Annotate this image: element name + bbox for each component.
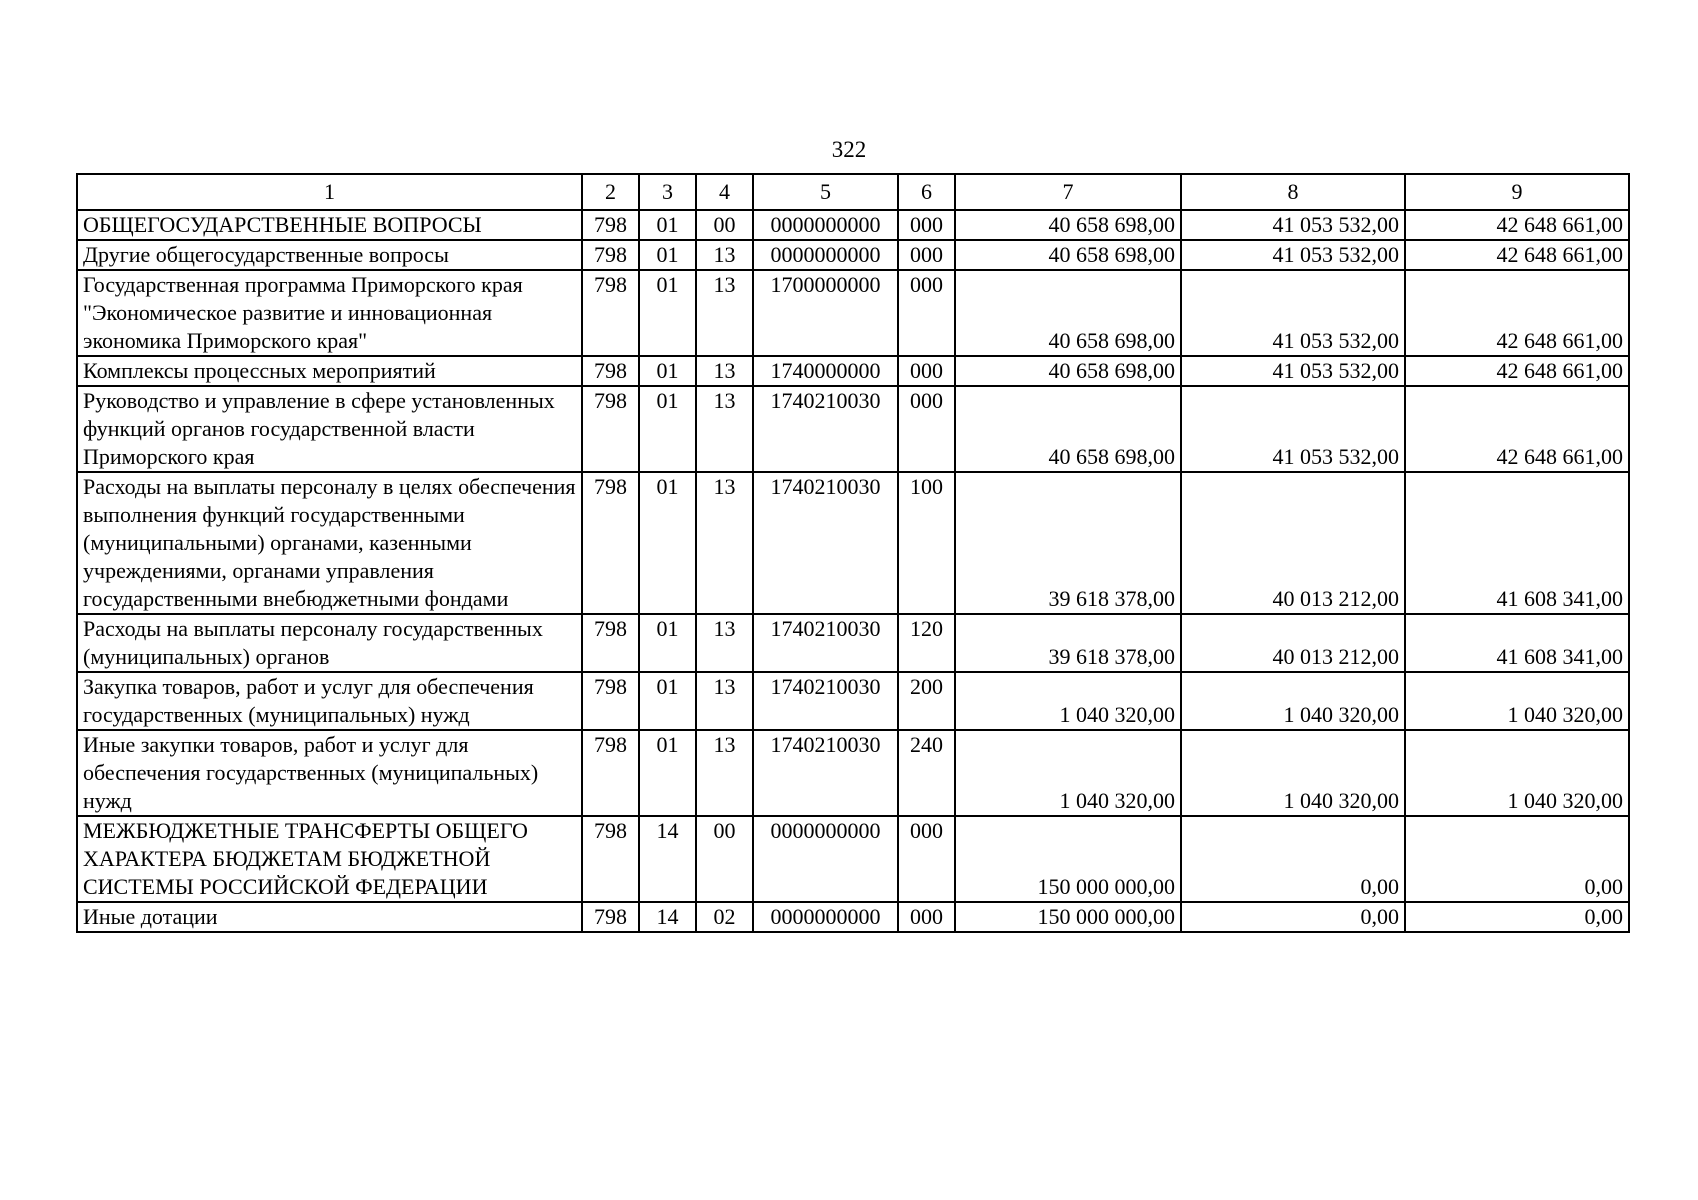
header-cell: 5 [753, 174, 898, 210]
code-ministry: 798 [582, 240, 639, 270]
code-subsection: 13 [696, 270, 753, 356]
code-target-article: 1740210030 [753, 386, 898, 472]
item-name: Расходы на выплаты персоналу в целях обеспечения выполнения функций государственными (муниципальными) органами, казенными учреждениями, органами управления государственными внебюджетными фондами [77, 472, 582, 614]
budget-table [76, 173, 1630, 933]
table-row [77, 356, 1629, 386]
amount-col-7: 150 000 000,00 [955, 902, 1181, 932]
item-name: Руководство и управление в сфере установленных функций органов государственной власти Приморского края [77, 386, 582, 472]
table-row [77, 816, 1629, 902]
header-cell: 3 [639, 174, 696, 210]
amount-col-7: 40 658 698,00 [955, 240, 1181, 270]
code-subsection: 02 [696, 902, 753, 932]
amount-col-9: 1 040 320,00 [1405, 730, 1629, 816]
item-name: Комплексы процессных мероприятий [77, 356, 582, 386]
code-subsection: 13 [696, 356, 753, 386]
page-number: 322 [831, 137, 867, 162]
header-cell: 2 [582, 174, 639, 210]
code-ministry: 798 [582, 472, 639, 614]
code-expense-type: 000 [898, 270, 955, 356]
code-expense-type: 120 [898, 614, 955, 672]
header-cell: 4 [696, 174, 753, 210]
amount-col-8: 41 053 532,00 [1181, 210, 1405, 240]
code-expense-type: 000 [898, 210, 955, 240]
amount-col-8: 1 040 320,00 [1181, 672, 1405, 730]
code-target-article: 0000000000 [753, 240, 898, 270]
code-subsection: 00 [696, 816, 753, 902]
amount-col-7: 1 040 320,00 [955, 730, 1181, 816]
code-section: 01 [639, 614, 696, 672]
code-section: 01 [639, 672, 696, 730]
item-name: Государственная программа Приморского края "Экономическое развитие и инновационная экономика Приморского края" [77, 270, 582, 356]
amount-col-8: 40 013 212,00 [1181, 614, 1405, 672]
header-cell: 9 [1405, 174, 1629, 210]
code-subsection: 13 [696, 386, 753, 472]
code-section: 14 [639, 816, 696, 902]
amount-col-9: 42 648 661,00 [1405, 210, 1629, 240]
code-subsection: 13 [696, 730, 753, 816]
table-row [77, 386, 1629, 472]
code-ministry: 798 [582, 902, 639, 932]
amount-col-8: 41 053 532,00 [1181, 240, 1405, 270]
item-name: ОБЩЕГОСУДАРСТВЕННЫЕ ВОПРОСЫ [77, 210, 582, 240]
code-ministry: 798 [582, 210, 639, 240]
amount-col-8: 0,00 [1181, 816, 1405, 902]
code-expense-type: 000 [898, 240, 955, 270]
code-target-article: 0000000000 [753, 210, 898, 240]
amount-col-9: 42 648 661,00 [1405, 356, 1629, 386]
amount-col-8: 1 040 320,00 [1181, 730, 1405, 816]
code-expense-type: 000 [898, 902, 955, 932]
header-cell: 1 [77, 174, 582, 210]
code-subsection: 00 [696, 210, 753, 240]
code-ministry: 798 [582, 614, 639, 672]
item-name: Иные дотации [77, 902, 582, 932]
item-name: МЕЖБЮДЖЕТНЫЕ ТРАНСФЕРТЫ ОБЩЕГО ХАРАКТЕРА БЮДЖЕТАМ БЮДЖЕТНОЙ СИСТЕМЫ РОССИЙСКОЙ ФЕДЕРАЦИИ [77, 816, 582, 902]
item-name: Расходы на выплаты персоналу государственных (муниципальных) органов [77, 614, 582, 672]
table-row [77, 270, 1629, 356]
amount-col-7: 40 658 698,00 [955, 386, 1181, 472]
code-ministry: 798 [582, 386, 639, 472]
amount-col-7: 150 000 000,00 [955, 816, 1181, 902]
item-name: Другие общегосударственные вопросы [77, 240, 582, 270]
table-row [77, 902, 1629, 932]
code-subsection: 13 [696, 614, 753, 672]
header-cell: 8 [1181, 174, 1405, 210]
code-section: 01 [639, 210, 696, 240]
amount-col-8: 41 053 532,00 [1181, 386, 1405, 472]
table-row [77, 240, 1629, 270]
code-expense-type: 240 [898, 730, 955, 816]
code-section: 01 [639, 730, 696, 816]
header-cell: 6 [898, 174, 955, 210]
amount-col-7: 1 040 320,00 [955, 672, 1181, 730]
code-target-article: 1740210030 [753, 730, 898, 816]
code-ministry: 798 [582, 816, 639, 902]
table-row [77, 730, 1629, 816]
code-expense-type: 000 [898, 356, 955, 386]
code-section: 14 [639, 902, 696, 932]
header-row [77, 174, 1629, 210]
code-target-article: 1740000000 [753, 356, 898, 386]
amount-col-7: 40 658 698,00 [955, 356, 1181, 386]
code-expense-type: 100 [898, 472, 955, 614]
code-subsection: 13 [696, 240, 753, 270]
code-ministry: 798 [582, 270, 639, 356]
code-expense-type: 000 [898, 386, 955, 472]
code-section: 01 [639, 240, 696, 270]
code-section: 01 [639, 472, 696, 614]
table-row [77, 672, 1629, 730]
amount-col-7: 39 618 378,00 [955, 472, 1181, 614]
code-ministry: 798 [582, 356, 639, 386]
code-target-article: 1740210030 [753, 672, 898, 730]
amount-col-8: 0,00 [1181, 902, 1405, 932]
code-ministry: 798 [582, 730, 639, 816]
amount-col-9: 41 608 341,00 [1405, 614, 1629, 672]
amount-col-9: 42 648 661,00 [1405, 240, 1629, 270]
code-section: 01 [639, 356, 696, 386]
amount-col-7: 39 618 378,00 [955, 614, 1181, 672]
amount-col-8: 40 013 212,00 [1181, 472, 1405, 614]
code-target-article: 1740210030 [753, 472, 898, 614]
code-expense-type: 200 [898, 672, 955, 730]
code-subsection: 13 [696, 472, 753, 614]
amount-col-7: 40 658 698,00 [955, 210, 1181, 240]
amount-col-8: 41 053 532,00 [1181, 270, 1405, 356]
code-target-article: 0000000000 [753, 816, 898, 902]
code-subsection: 13 [696, 672, 753, 730]
table-row [77, 210, 1629, 240]
header-cell: 7 [955, 174, 1181, 210]
table-row [77, 614, 1629, 672]
item-name: Закупка товаров, работ и услуг для обеспечения государственных (муниципальных) нужд [77, 672, 582, 730]
code-ministry: 798 [582, 672, 639, 730]
amount-col-9: 41 608 341,00 [1405, 472, 1629, 614]
code-target-article: 1740210030 [753, 614, 898, 672]
code-target-article: 0000000000 [753, 902, 898, 932]
amount-col-9: 0,00 [1405, 816, 1629, 902]
amount-col-8: 41 053 532,00 [1181, 356, 1405, 386]
amount-col-9: 42 648 661,00 [1405, 386, 1629, 472]
item-name: Иные закупки товаров, работ и услуг для обеспечения государственных (муниципальных) нужд [77, 730, 582, 816]
amount-col-9: 42 648 661,00 [1405, 270, 1629, 356]
amount-col-9: 1 040 320,00 [1405, 672, 1629, 730]
table-row [77, 472, 1629, 614]
code-target-article: 1700000000 [753, 270, 898, 356]
code-section: 01 [639, 386, 696, 472]
amount-col-7: 40 658 698,00 [955, 270, 1181, 356]
code-expense-type: 000 [898, 816, 955, 902]
code-section: 01 [639, 270, 696, 356]
amount-col-9: 0,00 [1405, 902, 1629, 932]
